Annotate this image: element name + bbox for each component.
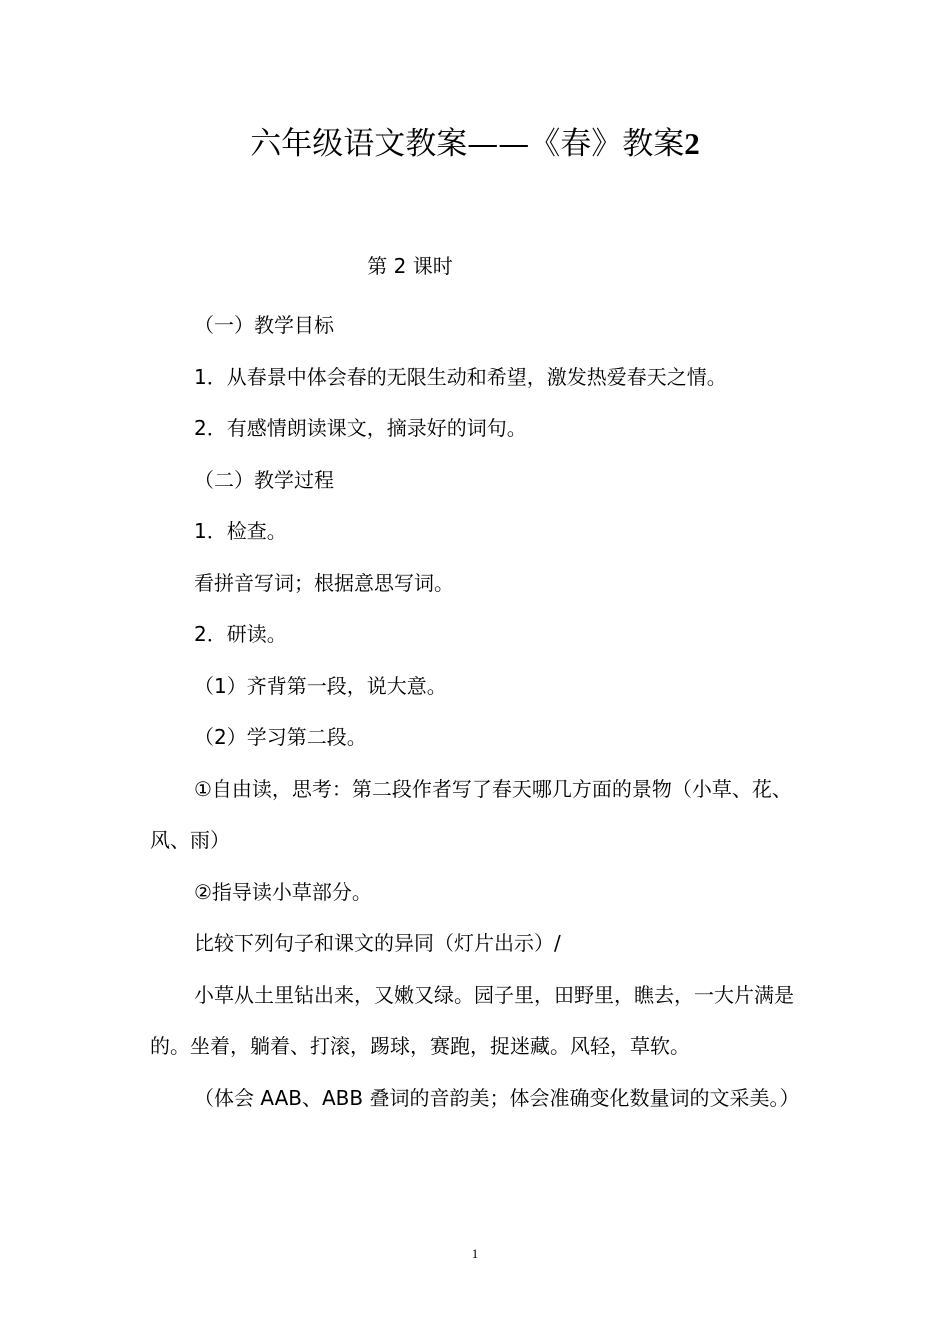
compare-note: （体会 AAB、ABB 叠词的音韵美；体会准确变化数量词的文采美。） [194, 1085, 800, 1110]
compare-instruction: 比较下列句子和课文的异同（灯片出示）/ [194, 931, 561, 955]
section-heading-goals: （一）教学目标 [194, 313, 334, 337]
goal-item-2: 2．有感情朗读课文，摘录好的词句。 [194, 416, 527, 440]
page-number: 1 [471, 1246, 479, 1261]
section-heading-process: （二）教学过程 [194, 467, 334, 492]
title-text: 六年级语文教案——《春》教案 [250, 126, 685, 162]
process-point-2: ②指导读小草部分。 [194, 879, 372, 904]
title-number: 2 [684, 126, 700, 161]
document-title [0, 122, 950, 166]
process-step-1: 1．检查。 [194, 519, 287, 543]
process-substep-1: （1）齐背第一段，说大意。 [194, 673, 447, 698]
compare-passage: 小草从土里钻出来，又嫩又绿。园子里，田野里，瞧去，一大片满是的。坐着，躺着、打滚，踢球，赛跑，捉迷藏。风轻，草软。 [150, 982, 794, 1058]
process-step-1-detail: 看拼音写词；根据意思写词。 [194, 570, 454, 595]
process-substep-2: （2）学习第二段。 [194, 725, 367, 749]
document-body [150, 300, 800, 1124]
process-point-1: ①自由读，思考：第二段作者写了春天哪几方面的景物（小草、花、风、雨） [150, 776, 792, 852]
process-step-2: 2．研读。 [194, 622, 287, 646]
goal-item-1: 1．从春景中体会春的无限生动和希望，激发热爱春天之情。 [194, 364, 727, 389]
lesson-heading: 第 2 课时 [367, 254, 453, 278]
